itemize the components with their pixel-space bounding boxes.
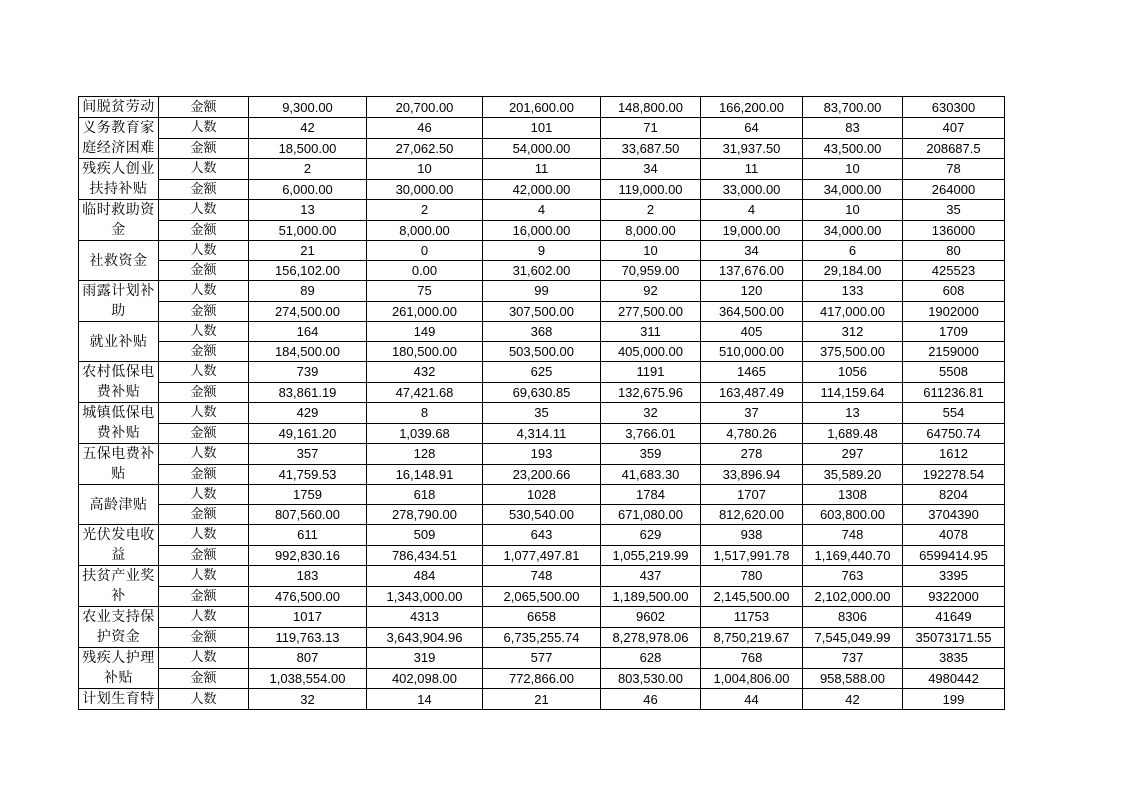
value-cell: 643 — [483, 525, 601, 546]
category-cell: 高龄津贴 — [79, 485, 159, 525]
value-cell: 763 — [803, 566, 903, 587]
value-cell: 277,500.00 — [601, 301, 701, 322]
metric-cell: 金额 — [159, 220, 249, 241]
metric-cell: 金额 — [159, 342, 249, 362]
metric-cell: 金额 — [159, 464, 249, 485]
metric-cell: 人数 — [159, 322, 249, 342]
table-row — [79, 281, 1005, 302]
table-row — [79, 668, 1005, 689]
value-cell: 737 — [803, 648, 903, 669]
metric-cell: 人数 — [159, 200, 249, 221]
value-cell: 577 — [483, 648, 601, 669]
value-cell: 628 — [601, 648, 701, 669]
table-row — [79, 159, 1005, 180]
total-cell: 6599414.95 — [903, 545, 1005, 566]
value-cell: 432 — [367, 362, 483, 383]
category-cell: 城镇低保电费补贴 — [79, 403, 159, 444]
category-cell: 残疾人护理补贴 — [79, 648, 159, 689]
value-cell: 42 — [249, 118, 367, 139]
value-cell: 1707 — [701, 485, 803, 505]
table-row — [79, 220, 1005, 241]
total-cell: 1902000 — [903, 301, 1005, 322]
value-cell: 70,959.00 — [601, 261, 701, 281]
value-cell: 405 — [701, 322, 803, 342]
table-row — [79, 648, 1005, 669]
table-row — [79, 301, 1005, 322]
metric-cell: 人数 — [159, 525, 249, 546]
category-cell: 计划生育特 — [79, 689, 159, 710]
value-cell: 148,800.00 — [601, 97, 701, 118]
total-cell: 192278.54 — [903, 464, 1005, 485]
value-cell: 34 — [601, 159, 701, 180]
value-cell: 3,643,904.96 — [367, 627, 483, 648]
table-row — [79, 403, 1005, 424]
total-cell: 608 — [903, 281, 1005, 302]
value-cell: 31,937.50 — [701, 138, 803, 159]
table-row — [79, 423, 1005, 444]
table-row — [79, 627, 1005, 648]
metric-cell: 金额 — [159, 97, 249, 118]
value-cell: 83,700.00 — [803, 97, 903, 118]
total-cell: 8204 — [903, 485, 1005, 505]
value-cell: 958,588.00 — [803, 668, 903, 689]
value-cell: 807,560.00 — [249, 505, 367, 525]
category-cell: 临时救助资金 — [79, 200, 159, 241]
value-cell: 184,500.00 — [249, 342, 367, 362]
value-cell: 92 — [601, 281, 701, 302]
value-cell: 0.00 — [367, 261, 483, 281]
value-cell: 625 — [483, 362, 601, 383]
value-cell: 6,735,255.74 — [483, 627, 601, 648]
value-cell: 41,759.53 — [249, 464, 367, 485]
value-cell: 2,102,000.00 — [803, 586, 903, 607]
value-cell: 1,169,440.70 — [803, 545, 903, 566]
value-cell: 14 — [367, 689, 483, 710]
value-cell: 1,517,991.78 — [701, 545, 803, 566]
value-cell: 163,487.49 — [701, 382, 803, 403]
value-cell: 417,000.00 — [803, 301, 903, 322]
value-cell: 278 — [701, 444, 803, 465]
total-cell: 1709 — [903, 322, 1005, 342]
value-cell: 1017 — [249, 607, 367, 628]
category-cell: 扶贫产业奖补 — [79, 566, 159, 607]
value-cell: 2,065,500.00 — [483, 586, 601, 607]
value-cell: 132,675.96 — [601, 382, 701, 403]
value-cell: 11753 — [701, 607, 803, 628]
metric-cell: 金额 — [159, 586, 249, 607]
value-cell: 1,077,497.81 — [483, 545, 601, 566]
value-cell: 31,602.00 — [483, 261, 601, 281]
value-cell: 297 — [803, 444, 903, 465]
value-cell: 4,314.11 — [483, 423, 601, 444]
value-cell: 27,062.50 — [367, 138, 483, 159]
value-cell: 1308 — [803, 485, 903, 505]
metric-cell: 人数 — [159, 159, 249, 180]
table-row — [79, 97, 1005, 118]
value-cell: 156,102.00 — [249, 261, 367, 281]
value-cell: 405,000.00 — [601, 342, 701, 362]
value-cell: 33,000.00 — [701, 179, 803, 200]
table-row — [79, 485, 1005, 505]
table-row — [79, 689, 1005, 710]
value-cell: 4313 — [367, 607, 483, 628]
value-cell: 34 — [701, 241, 803, 261]
metric-cell: 人数 — [159, 281, 249, 302]
value-cell: 13 — [249, 200, 367, 221]
value-cell: 748 — [803, 525, 903, 546]
value-cell: 812,620.00 — [701, 505, 803, 525]
value-cell: 180,500.00 — [367, 342, 483, 362]
metric-cell: 金额 — [159, 423, 249, 444]
total-cell: 208687.5 — [903, 138, 1005, 159]
value-cell: 748 — [483, 566, 601, 587]
category-cell: 五保电费补贴 — [79, 444, 159, 485]
value-cell: 503,500.00 — [483, 342, 601, 362]
value-cell: 133 — [803, 281, 903, 302]
value-cell: 8 — [367, 403, 483, 424]
value-cell: 99 — [483, 281, 601, 302]
value-cell: 780 — [701, 566, 803, 587]
value-cell: 1759 — [249, 485, 367, 505]
value-cell: 64 — [701, 118, 803, 139]
value-cell: 992,830.16 — [249, 545, 367, 566]
value-cell: 807 — [249, 648, 367, 669]
value-cell: 357 — [249, 444, 367, 465]
table-row — [79, 118, 1005, 139]
value-cell: 8,000.00 — [367, 220, 483, 241]
value-cell: 6658 — [483, 607, 601, 628]
total-cell: 41649 — [903, 607, 1005, 628]
metric-cell: 金额 — [159, 382, 249, 403]
category-cell: 光伏发电收益 — [79, 525, 159, 566]
value-cell: 1,038,554.00 — [249, 668, 367, 689]
value-cell: 1,689.48 — [803, 423, 903, 444]
value-cell: 429 — [249, 403, 367, 424]
metric-cell: 金额 — [159, 627, 249, 648]
value-cell: 16,148.91 — [367, 464, 483, 485]
value-cell: 4 — [701, 200, 803, 221]
total-cell: 264000 — [903, 179, 1005, 200]
metric-cell: 金额 — [159, 545, 249, 566]
value-cell: 1028 — [483, 485, 601, 505]
value-cell: 21 — [483, 689, 601, 710]
table-row — [79, 545, 1005, 566]
value-cell: 137,676.00 — [701, 261, 803, 281]
total-cell: 35073171.55 — [903, 627, 1005, 648]
value-cell: 18,500.00 — [249, 138, 367, 159]
value-cell: 54,000.00 — [483, 138, 601, 159]
value-cell: 1191 — [601, 362, 701, 383]
total-cell: 1612 — [903, 444, 1005, 465]
table-row — [79, 362, 1005, 383]
value-cell: 32 — [601, 403, 701, 424]
value-cell: 119,000.00 — [601, 179, 701, 200]
table-row — [79, 586, 1005, 607]
table-row — [79, 322, 1005, 342]
value-cell: 786,434.51 — [367, 545, 483, 566]
value-cell: 739 — [249, 362, 367, 383]
category-cell: 农业支持保护资金 — [79, 607, 159, 648]
value-cell: 2,145,500.00 — [701, 586, 803, 607]
value-cell: 120 — [701, 281, 803, 302]
value-cell: 319 — [367, 648, 483, 669]
value-cell: 10 — [803, 200, 903, 221]
value-cell: 437 — [601, 566, 701, 587]
value-cell: 75 — [367, 281, 483, 302]
value-cell: 938 — [701, 525, 803, 546]
value-cell: 1056 — [803, 362, 903, 383]
value-cell: 1,004,806.00 — [701, 668, 803, 689]
metric-cell: 人数 — [159, 118, 249, 139]
value-cell: 803,530.00 — [601, 668, 701, 689]
value-cell: 23,200.66 — [483, 464, 601, 485]
value-cell: 1,039.68 — [367, 423, 483, 444]
total-cell: 2159000 — [903, 342, 1005, 362]
value-cell: 10 — [803, 159, 903, 180]
metric-cell: 金额 — [159, 668, 249, 689]
metric-cell: 人数 — [159, 241, 249, 261]
total-cell: 4078 — [903, 525, 1005, 546]
category-cell: 社救资金 — [79, 241, 159, 281]
value-cell: 43,500.00 — [803, 138, 903, 159]
value-cell: 37 — [701, 403, 803, 424]
value-cell: 42,000.00 — [483, 179, 601, 200]
value-cell: 2 — [367, 200, 483, 221]
total-cell: 4980442 — [903, 668, 1005, 689]
value-cell: 8,000.00 — [601, 220, 701, 241]
total-cell: 407 — [903, 118, 1005, 139]
table-row — [79, 261, 1005, 281]
value-cell: 611 — [249, 525, 367, 546]
total-cell: 9322000 — [903, 586, 1005, 607]
value-cell: 44 — [701, 689, 803, 710]
value-cell: 476,500.00 — [249, 586, 367, 607]
value-cell: 201,600.00 — [483, 97, 601, 118]
value-cell: 509 — [367, 525, 483, 546]
value-cell: 33,896.94 — [701, 464, 803, 485]
value-cell: 402,098.00 — [367, 668, 483, 689]
value-cell: 629 — [601, 525, 701, 546]
total-cell: 611236.81 — [903, 382, 1005, 403]
table-row — [79, 525, 1005, 546]
value-cell: 671,080.00 — [601, 505, 701, 525]
total-cell: 136000 — [903, 220, 1005, 241]
value-cell: 34,000.00 — [803, 179, 903, 200]
value-cell: 11 — [483, 159, 601, 180]
table-row — [79, 505, 1005, 525]
total-cell: 425523 — [903, 261, 1005, 281]
value-cell: 2 — [601, 200, 701, 221]
total-cell: 35 — [903, 200, 1005, 221]
metric-cell: 人数 — [159, 444, 249, 465]
table-row — [79, 464, 1005, 485]
metric-cell: 人数 — [159, 648, 249, 669]
value-cell: 101 — [483, 118, 601, 139]
total-cell: 5508 — [903, 362, 1005, 383]
metric-cell: 金额 — [159, 505, 249, 525]
value-cell: 32 — [249, 689, 367, 710]
value-cell: 89 — [249, 281, 367, 302]
value-cell: 6 — [803, 241, 903, 261]
value-cell: 1465 — [701, 362, 803, 383]
value-cell: 19,000.00 — [701, 220, 803, 241]
value-cell: 71 — [601, 118, 701, 139]
value-cell: 21 — [249, 241, 367, 261]
metric-cell: 人数 — [159, 566, 249, 587]
category-cell: 农村低保电费补贴 — [79, 362, 159, 403]
value-cell: 11 — [701, 159, 803, 180]
value-cell: 46 — [601, 689, 701, 710]
value-cell: 51,000.00 — [249, 220, 367, 241]
total-cell: 630300 — [903, 97, 1005, 118]
value-cell: 618 — [367, 485, 483, 505]
value-cell: 1,189,500.00 — [601, 586, 701, 607]
metric-cell: 人数 — [159, 485, 249, 505]
value-cell: 4,780.26 — [701, 423, 803, 444]
value-cell: 20,700.00 — [367, 97, 483, 118]
total-cell: 554 — [903, 403, 1005, 424]
value-cell: 42 — [803, 689, 903, 710]
value-cell: 119,763.13 — [249, 627, 367, 648]
value-cell: 8,278,978.06 — [601, 627, 701, 648]
value-cell: 1,055,219.99 — [601, 545, 701, 566]
total-cell: 3704390 — [903, 505, 1005, 525]
value-cell: 312 — [803, 322, 903, 342]
table-row — [79, 566, 1005, 587]
total-cell: 3395 — [903, 566, 1005, 587]
value-cell: 46 — [367, 118, 483, 139]
value-cell: 83 — [803, 118, 903, 139]
metric-cell: 人数 — [159, 689, 249, 710]
value-cell: 8306 — [803, 607, 903, 628]
metric-cell: 金额 — [159, 301, 249, 322]
category-cell: 残疾人创业扶持补贴 — [79, 159, 159, 200]
table-row — [79, 138, 1005, 159]
value-cell: 274,500.00 — [249, 301, 367, 322]
value-cell: 35,589.20 — [803, 464, 903, 485]
value-cell: 30,000.00 — [367, 179, 483, 200]
value-cell: 510,000.00 — [701, 342, 803, 362]
value-cell: 83,861.19 — [249, 382, 367, 403]
value-cell: 772,866.00 — [483, 668, 601, 689]
metric-cell: 人数 — [159, 607, 249, 628]
value-cell: 768 — [701, 648, 803, 669]
value-cell: 2 — [249, 159, 367, 180]
value-cell: 9,300.00 — [249, 97, 367, 118]
value-cell: 364,500.00 — [701, 301, 803, 322]
value-cell: 311 — [601, 322, 701, 342]
table-row — [79, 382, 1005, 403]
total-cell: 3835 — [903, 648, 1005, 669]
value-cell: 164 — [249, 322, 367, 342]
value-cell: 0 — [367, 241, 483, 261]
value-cell: 128 — [367, 444, 483, 465]
category-cell: 间脱贫劳动 — [79, 97, 159, 118]
table-row — [79, 241, 1005, 261]
value-cell: 278,790.00 — [367, 505, 483, 525]
value-cell: 261,000.00 — [367, 301, 483, 322]
value-cell: 307,500.00 — [483, 301, 601, 322]
table-row — [79, 179, 1005, 200]
table-row — [79, 342, 1005, 362]
value-cell: 13 — [803, 403, 903, 424]
value-cell: 3,766.01 — [601, 423, 701, 444]
value-cell: 6,000.00 — [249, 179, 367, 200]
value-cell: 375,500.00 — [803, 342, 903, 362]
data-table — [78, 96, 1005, 710]
metric-cell: 金额 — [159, 261, 249, 281]
value-cell: 368 — [483, 322, 601, 342]
value-cell: 69,630.85 — [483, 382, 601, 403]
value-cell: 41,683.30 — [601, 464, 701, 485]
value-cell: 166,200.00 — [701, 97, 803, 118]
metric-cell: 金额 — [159, 138, 249, 159]
table-body — [79, 97, 1005, 710]
value-cell: 183 — [249, 566, 367, 587]
value-cell: 4 — [483, 200, 601, 221]
category-cell: 雨露计划补助 — [79, 281, 159, 322]
value-cell: 484 — [367, 566, 483, 587]
metric-cell: 人数 — [159, 403, 249, 424]
category-cell: 义务教育家庭经济困难 — [79, 118, 159, 159]
value-cell: 8,750,219.67 — [701, 627, 803, 648]
value-cell: 7,545,049.99 — [803, 627, 903, 648]
value-cell: 47,421.68 — [367, 382, 483, 403]
total-cell: 64750.74 — [903, 423, 1005, 444]
value-cell: 1784 — [601, 485, 701, 505]
value-cell: 34,000.00 — [803, 220, 903, 241]
metric-cell: 人数 — [159, 362, 249, 383]
value-cell: 10 — [601, 241, 701, 261]
table-row — [79, 444, 1005, 465]
value-cell: 33,687.50 — [601, 138, 701, 159]
value-cell: 9 — [483, 241, 601, 261]
value-cell: 9602 — [601, 607, 701, 628]
value-cell: 35 — [483, 403, 601, 424]
value-cell: 193 — [483, 444, 601, 465]
table-row — [79, 607, 1005, 628]
value-cell: 603,800.00 — [803, 505, 903, 525]
value-cell: 16,000.00 — [483, 220, 601, 241]
value-cell: 10 — [367, 159, 483, 180]
total-cell: 80 — [903, 241, 1005, 261]
value-cell: 359 — [601, 444, 701, 465]
value-cell: 149 — [367, 322, 483, 342]
value-cell: 114,159.64 — [803, 382, 903, 403]
value-cell: 1,343,000.00 — [367, 586, 483, 607]
total-cell: 199 — [903, 689, 1005, 710]
category-cell: 就业补贴 — [79, 322, 159, 362]
value-cell: 29,184.00 — [803, 261, 903, 281]
table-row — [79, 200, 1005, 221]
metric-cell: 金额 — [159, 179, 249, 200]
total-cell: 78 — [903, 159, 1005, 180]
value-cell: 530,540.00 — [483, 505, 601, 525]
value-cell: 49,161.20 — [249, 423, 367, 444]
